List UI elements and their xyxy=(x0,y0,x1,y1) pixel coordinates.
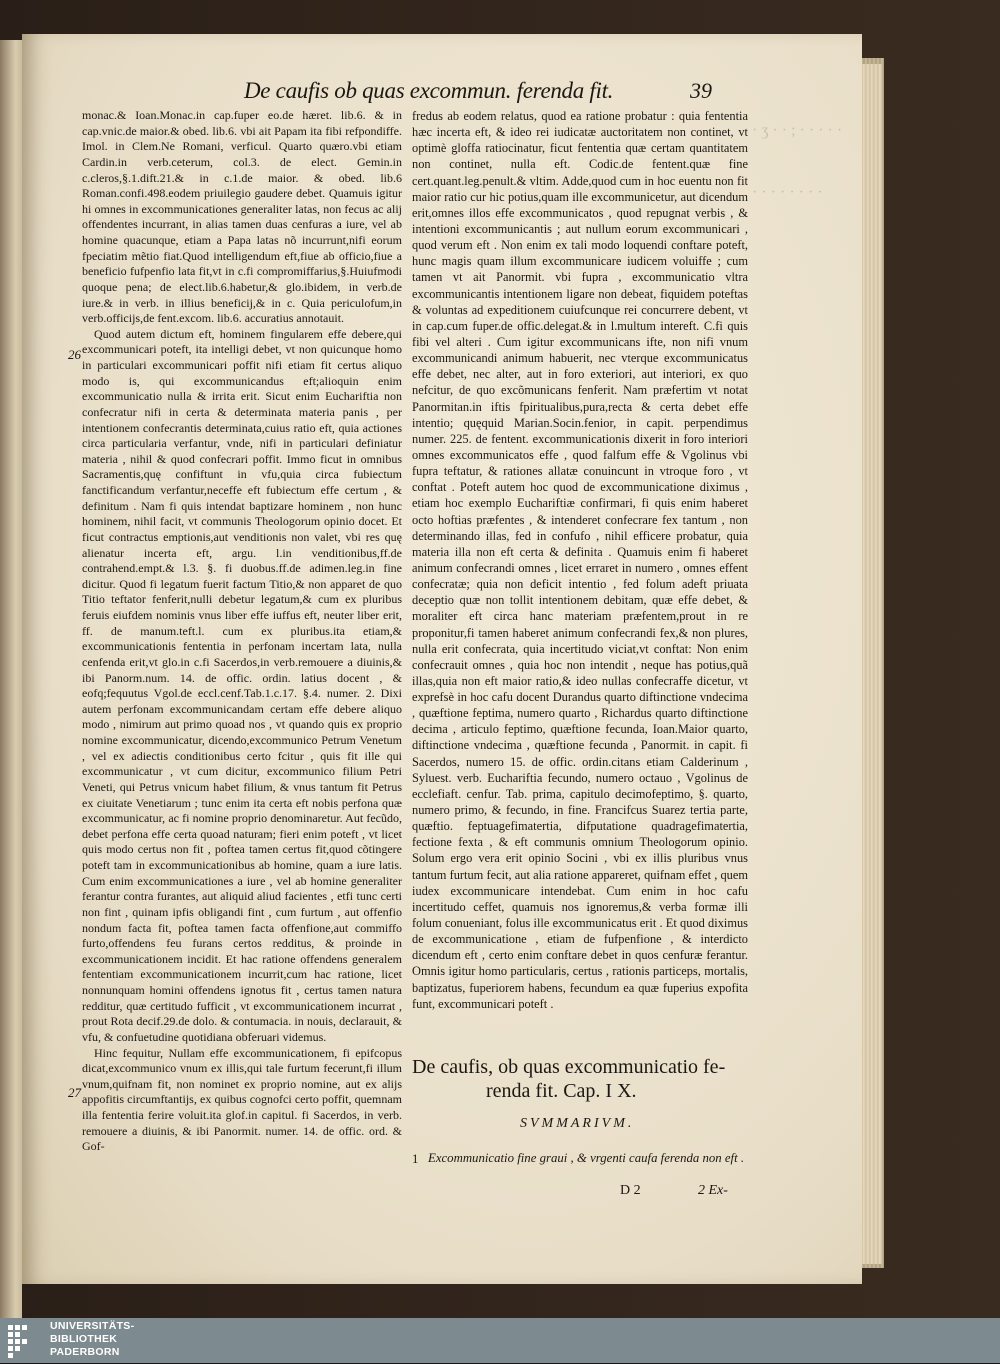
margin-number: 27 xyxy=(68,1085,81,1100)
paragraph: Hinc fequitur, Nullam effe excommunicationem, fi epifcopus dicat,excommunico vnum ex illis,qui tale furtum fecerunt,fi illum vnum,quifnam fit, non nominet ex proprio nomine, aut ex alijs appofitis circumftantijs, ex quibus cognofci certo poffit, quemnam illa fententia ferire voluit.ita glof.in capitul. fi Sacerdos, in verb. remouere a diuinis, & ibi Panormit. numer. 14. de offic. ord. & Gof- xyxy=(82,1045,402,1154)
library-logo-icon xyxy=(6,1322,44,1360)
library-name-line: BIBLIOTHEK xyxy=(50,1333,118,1345)
paragraph: Quod autem dictum eft, hominem fingularem effe debere,qui excommunicari poteft, ita intelligi debet, vt non quicunque homo in particulari excommunicari poffit nifi etiam fit certus aliquo modo is, qui excommunicandus eft;alioquin enim excommunicatio nulla & irrita erit. Sicut enim Euchariftia non confecratur nifi in certa & determinata materia panis , per intentionem confecrantis determinata,cuius ratio eft, quia actiones circa particularia verfantur, vnde, nifi in particulari definiatur materia , nihil & quod confecrari poffit. Immo ficut in omnibus Sacramentis,quę confiftunt in vfu,quia circa fubiectum fanctificandum verfantur,neceffe eft fubiectum effe certum , & definitum . Nam fi quis intendat baptizare hominem , non hunc hominem, nihil facit, vt communis Theologorum opinio docet. Et ficut contractus emptionis,aut venditionis non valet, vbi res quę alienatur incerta eft, argu. l.in venditionibus,ff.de contrahend.empt.& l.3. §. fi duobus.ff.de adimen.leg.in fine dicitur. Quod fi legatum fuerit factum Titio,& non apparet de quo Titio teftator fenferit,nulli debetur legatum,& cum ex pluribus feruis eiufdem nominis vnus liber effe iuffus eft, neuter liber erit, ff. de manum.teft.l. cum ex pluribus.ita etiam,& excommunicationis fententia in perfonam incertam lata, nulla cenfenda erit,vt glo.in c.fi Sacerdos,in verb.remouere a diuinis,& ibi Panorm.num. 14. de offic. ordin. latius docent , & eofq;fequutus Vgol.de eccl.cenf.Tab.1.c.17. §.4. numer. 2. Dixi autem perfonam excommunicandam certam effe debere aliquo modo , nimirum aut primo quoad nos , vt quando quis ex proprio nomine excommunicatur, dicendo,excommunico Petrum Venetum , vel ex adiectis conditionibus certo fcitur , quis fit ille qui excommunicatur , vt cum dicitur, excommunico filium Petri Veneti, qui Petrus vnicum habet filium, & vnus tantum fit Petrus ex ciuitate Venetiarum ; tunc enim ita certa eft nobis perfona quæ excommunicatur, ac fi nomine proprio denominaretur. Aut fecũdo, debet perfona effe certa quoad naturam; fieri enim poteft , vt licet quis modo certus non fit , poftea tamen certus fit,quod cõtingere poteft tam in excommunicationibus ab homine, quam a iure latis. Cum enim excommunicationes a iure , vel ab homine generaliter ferantur contra furantes, aut aliquid aliud facientes , etfi tunc certi non fint , quinam ipfis obligandi fint , cum furtum , aut offenfio nondum facta fit, poftea tamen facta offenfione,aut commiffo furto,offendens feu furans certos redditus, & proinde in excommunicationem incidit. Et hac ratione offendens generalem fententiam excommunicationem incurrit,cum hac ratione, licet nonnunquam homini offendens ignotus fit , certus tamen natura redditur, quæ certitudo fufficit , vt excommunicationem incurrat , prout Rota decif.29.de dolo. & contumacia. in nouis, declarauit, & vfu, & confuetudine quotidiana obferuari videmus. xyxy=(82,326,402,1044)
chapter-heading-line: De caufis, ob quas excommunicatio fe- xyxy=(412,1056,726,1078)
page-number: 39 xyxy=(690,78,712,103)
running-head: De caufis ob quas excommun. ferenda fit. xyxy=(244,78,614,103)
summary-item-number: 1 xyxy=(412,1152,419,1166)
library-footer-bar xyxy=(0,1318,1000,1363)
summary-item-text: Excommunicatio fine graui , & vrgenti caufa ferenda non eft . xyxy=(428,1151,745,1165)
library-name-line: UNIVERSITÄTS- xyxy=(50,1320,135,1332)
margin-number: 26 xyxy=(68,347,81,362)
chapter-heading-line: renda fit. Cap. I X. xyxy=(486,1080,637,1102)
right-text-column xyxy=(412,108,748,1012)
paragraph: fredus ab eodem relatus, quod ea ratione probatur : quia fententia hæc incerta eft, & ideo rei iudicatæ auctoritatem non continet, vt optimè gloffa ratiocinatur, ficut fententia quæ certam quantitatem non continet, nulla eft. Codic.de fentent.quæ fine cert.quant.leg.penult.& vltim. Adde,quod cum in hoc euentu non fit maior ratio cur hic potius,quam ille excommunicetur, aut dicendum erit,omnes illos effe excommunicatos , quod repugnat verbis , & intentioni excommunicantis ; aut nullum eorum excommunicari , quod verum eft . Non enim ex tali modo loquendi conftare poteft, hunc magis quam illum excommunicare iudicem voluiffe ; cum tamen vt ait Panormit. vbi fupra , excommunicatio vltra excommunicantis intentionem ligare non debeat, fiquidem poteftas & voluntas ad expeditionem cuiufcunque rei concurrere debent, vt in cap.cum fuper.de offic.delegat.& in l.multum intereft. C.fi quis fibi vel alteri . Cum igitur excommunicans ifte, non nifi vnum excommunicandi animum habuerit, nec vterque excommunicatus effe debet, nec alter, aut in foro exteriori, aut interiori, ex quo nefcitur, de quo excõmunicans fenferit. Nam præfertim vt notat Panormitan.in iftis fpiritualibus,pura,recta & certa debet effe intentio; quęquid Marian.Socin.fenior, in capit. perpendimus numer. 225. de fentent. excommunicationis dixerit in foro interiori omnes excommunicatos effe , quod falfum effe & Vgolinus vbi fupra teftatur, & rationes allatæ conuincunt in vtroque foro , vt conftat . Poteft autem hoc quod de excommunicatione diximus , etiam hoc exemplo Euchariftiæ confirmari, fi quis enim haberet octo hoftias præfentes , & intenderet confecrare fex tantum , non determinando illas, fed in confufo , nihil efficere probatur, quia materia illa non eft certa & definita . Quamuis enim fi haberet animum confecrandi omnes , licet erraret in numero , omnes effent confecratæ; quia non deficit intentio , fed folum adeft priuata deceptio quæ non tollit intentionem debitam, quæ effe debet, & moraliter eft circa hanc materiam præfentem,prout in re proponitur,fi tamen haberet animum confecrandi fex,& non plures, nulla erit confecrata, quia incertitudo viciat,vt conftat: Non enim confecrauit omnes , quia hoc non intendit , neque has potius,quã illas,quia non eft maior ratio,& ideo nullas confecraffe dicetur, vt exprefsè in hoc cafu docent Durandus quarto diftinctione vndecima , quæftione feptima, numero quarto , Richardus quarto diftinctione decima , articulo feptimo, quæftione fecunda, Ioan.Maior quarto, diftinctione vndecima , quæftione fecunda , Panormit. in capit. fi Sacerdos, numero 15. de offic. ordin.citans etiam Calderinum , Syluest. verb. Euchariftia fecundo, numero octauo , Vgolinus de ecclefiaft. cenfur. Tab. prima, capitulo decimofeptimo, §. quarto, numero primo, & fecundo, in fine. Francifcus Suarez tertia parte, quæftio. feptuagefimatertia, difputatione quadragefimatertia, fectione fexta , & eft communis omnium Theologorum opinio. Solum ergo vera erit opinio Socini , vbi ex illis pluribus vnus tantum furtum fecit, aut alia ratione appareret, quifnam effet , quem iudex excommunicare intendebat. Cum enim in hoc cafu incertitudo ceffet, quamuis nos ignoremus,& verba formæ illi folum conueniant, folus ille excommunicatus erit . Et quod diximus de excommunicatione , etiam de fufpenfione , & interdicto dicendum eft , certo enim conftare debet in quos cenfuræ ferantur. Omnis igitur homo particularis, certus , rationis particeps, mortalis, baptizatus, fuperiorem habens, fecundum ea quæ fuperius expofita funt, excommunicari poteft . xyxy=(412,109,748,1011)
signature-mark: D 2 xyxy=(620,1183,641,1198)
library-name-line: PADERBORN xyxy=(50,1346,120,1358)
left-page-edge xyxy=(0,40,22,1318)
catchword: 2 Ex- xyxy=(698,1183,728,1198)
bleed-through-marks: · ʒ · · ; · · · · · · · · · · · · · xyxy=(752,122,843,201)
summarium-label: SVMMARIVM. xyxy=(520,1116,635,1131)
left-text-column xyxy=(82,108,402,1155)
paragraph: monac.& Ioan.Monac.in cap.fuper eo.de hæret. lib.6. & in cap.vnic.de maior.& obed. lib.6. vbi ait Papam ita fibi refpondiffe. Imol. in Clem.Ne Romani, verficul. Quarto quæro.vbi etiam Cardin.in verb.ceterum, col.3. de elect. Gemin.in c.cleros,§.1.dift.21.& in c.1.de maior. & obed. lib.6 Roman.confi.498.eodem priuilegio gaudere debet. Quamuis igitur hi omnes in excommunicationes generaliter latas, non fecus ac alij offendentes incurrant, in alias tamen duas cenfuras a iure, vel ab homine quacunque, etiam a Papa latas nõ incurrunt,nifi eorum fpeciatim mẽtio fiat.Quod intelligendum eft,fiue ab officio,fiue a beneficio fufpenfio lata fit,vt in c.fi compromiffarius,§.Huiufmodi quoque pena; de elect.lib.6.habetur,& glo.ibidem, in verb.de iure.& in verb. in illius beneficij,& in c. Quia periculofum,in verb.officijs,de fent.excom. lib.6. accuratius annotauit. xyxy=(82,108,402,326)
library-name xyxy=(50,1320,134,1359)
chapter-heading xyxy=(412,1055,752,1103)
